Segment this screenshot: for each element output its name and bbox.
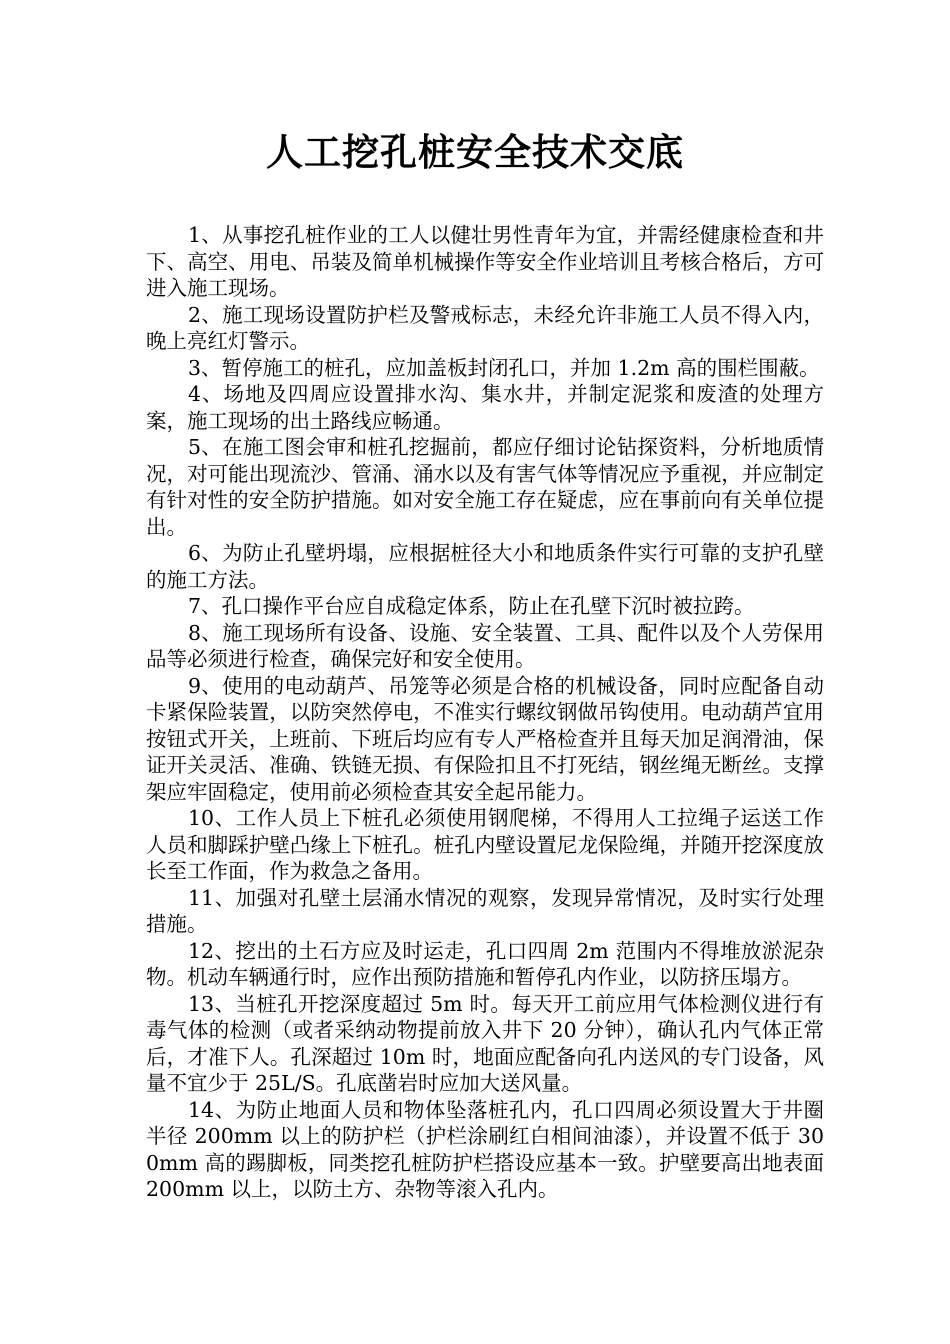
clause-2: 2、施工现场设置防护栏及警戒标志，未经允许非施工人员不得入内，晚上亮红灯警示。 — [146, 302, 824, 353]
clause-5: 5、在施工图会审和桩孔挖掘前，都应仔细讨论钻探资料，分析地质情况，对可能出现流沙、管涌、涌水以及有害气体等情况应予重视，并应制定有针对性的安全防护措施。如对安全施工存在疑虑，应在事前向有关单位提出。 — [146, 435, 824, 539]
clause-12: 12、挖出的土石方应及时运走，孔口四周 2m 范围内不得堆放淤泥杂物。机动车辆通行时，应作出预防措施和暂停孔内作业，以防挤压塌方。 — [146, 938, 824, 989]
clause-1: 1、从事挖孔桩作业的工人以健壮男性青年为宜，并需经健康检查和井下、高空、用电、吊装及简单机械操作等安全作业培训且考核合格后，方可进入施工现场。 — [146, 223, 824, 300]
clause-4: 4、场地及四周应设置排水沟、集水井，并制定泥浆和废渣的处理方案，施工现场的出土路线应畅通。 — [146, 382, 824, 433]
clause-3: 3、暂停施工的桩孔，应加盖板封闭孔口，并加 1.2m 高的围栏围蔽。 — [188, 355, 820, 380]
clause-6: 6、为防止孔壁坍塌，应根据桩径大小和地质条件实行可靠的支护孔壁的施工方法。 — [146, 541, 824, 592]
clause-14: 14、为防止地面人员和物体坠落桩孔内，孔口四周必须设置大于井圈半径 200mm 以上的防护栏（护栏涂刷红白相间油漆），并设置不低于 300mm 高的踢脚板，同类挖孔桩防护栏搭设应基本一致。护壁要高出地表面 200mm 以上，以防土方、杂物等滚入孔内。 — [146, 1097, 824, 1201]
document-title: 人工挖孔桩安全技术交底 — [266, 130, 684, 174]
clause-11: 11、加强对孔壁土层涌水情况的观察，发现异常情况，及时实行处理措施。 — [146, 885, 824, 936]
clause-8: 8、施工现场所有设备、设施、安全装置、工具、配件以及个人劳保用品等必须进行检查，确保完好和安全使用。 — [146, 620, 824, 671]
document-body — [146, 222, 824, 1203]
clause-9: 9、使用的电动葫芦、吊笼等必须是合格的机械设备，同时应配备自动卡紧保险装置，以防突然停电，不准实行螺纹钢做吊钩使用。电动葫芦宜用按钮式开关，上班前、下班后均应有专人严格检查并且每天加足润滑油，保证开关灵活、准确、铁链无损、有保险扣且不打死结，钢丝绳无断丝。支撑架应牢固稳定，使用前必须检查其安全起吊能力。 — [146, 673, 824, 804]
clause-13: 13、当桩孔开挖深度超过 5m 时。每天开工前应用气体检测仪进行有毒气体的检测（或者采纳动物提前放入井下 20 分钟），确认孔内气体正常后，才准下人。孔深超过 10m 时，地面应配备向孔内送风的专门设备，风量不宜少于 25L/S。孔底凿岩时应加大送风量。 — [146, 991, 824, 1095]
clause-7: 7、孔口操作平台应自成稳定体系，防止在孔壁下沉时被拉跨。 — [188, 594, 755, 618]
clause-10: 10、工作人员上下桩孔必须使用钢爬梯，不得用人工拉绳子运送工作人员和脚踩护壁凸缘上下桩孔。桩孔内壁设置尼龙保险绳，并随开挖深度放长至工作面，作为救急之备用。 — [146, 806, 824, 883]
